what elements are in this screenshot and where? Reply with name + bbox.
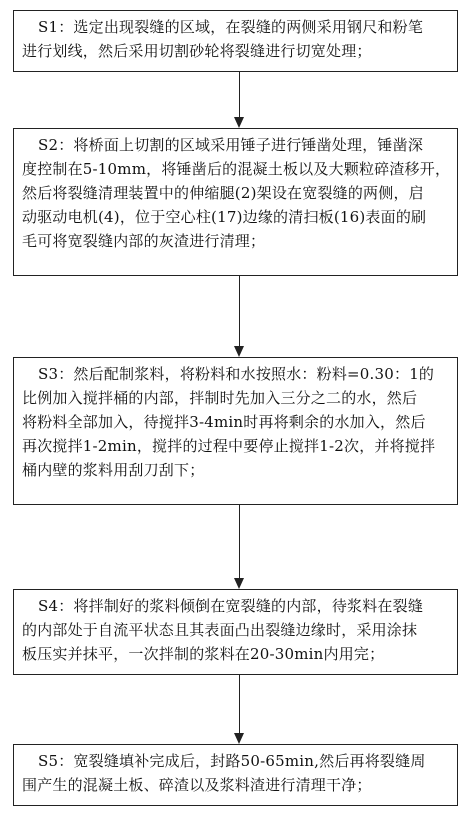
step-s4-line-3: 板压实并抹平，一次拌制的浆料在20-30min内用完； bbox=[22, 645, 385, 663]
step-s3-line-1: S3：然后配制浆料，将粉料和水按照水：粉料=0.30：1的 bbox=[38, 365, 435, 383]
arrow-s3-s4 bbox=[234, 505, 245, 589]
arrow-shaft bbox=[239, 675, 240, 734]
step-s4-box bbox=[13, 589, 458, 675]
step-s3-box bbox=[13, 357, 458, 505]
arrow-s1-s2 bbox=[234, 72, 245, 128]
arrow-shaft bbox=[239, 505, 240, 579]
step-s1-box bbox=[13, 10, 458, 72]
step-s5-line-1: S5：宽裂缝填补完成后，封路50-65min,然后再将裂缝周 bbox=[38, 752, 426, 770]
step-s4-line-1: S4：将拌制好的浆料倾倒在宽裂缝的内部，待浆料在裂缝 bbox=[38, 597, 424, 615]
step-s3-line-2: 比例加入搅拌桶的内部，拌制时先加入三分之二的水，然后 bbox=[22, 389, 418, 407]
step-s3-line-4: 再次搅拌1-2min，搅拌的过程中要停止搅拌1-2次，并将搅拌 bbox=[22, 437, 436, 455]
step-s2-box bbox=[13, 128, 458, 276]
step-s2-line-4: 动驱动电机(4)，位于空心柱(17)边缘的清扫板(16)表面的刷 bbox=[22, 208, 427, 226]
arrow-head bbox=[234, 578, 244, 589]
step-s5-line-2: 围产生的混凝土板、碎渣以及浆料渣进行清理干净； bbox=[22, 776, 372, 794]
arrow-head bbox=[234, 733, 244, 744]
arrow-shaft bbox=[239, 276, 240, 347]
step-s2-line-5: 毛可将宽裂缝内部的灰渣进行清理； bbox=[22, 232, 266, 250]
arrow-head bbox=[234, 346, 244, 357]
step-s4-line-2: 的内部处于自流平状态且其表面凸出裂缝边缘时，采用涂抹 bbox=[22, 621, 418, 639]
step-s2-line-1: S2：将桥面上切割的区域采用锤子进行锤凿处理，锤凿深 bbox=[38, 136, 424, 154]
arrow-head bbox=[234, 117, 244, 128]
step-s5-box bbox=[13, 744, 458, 806]
step-s3-line-3: 将粉料全部加入，待搅拌3-4min时再将剩余的水加入，然后 bbox=[22, 413, 426, 431]
step-s2-line-2: 度控制在5-10mm，将锤凿后的混凝土板以及大颗粒碎渣移开， bbox=[22, 160, 451, 178]
step-s2-line-3: 然后将裂缝清理装置中的伸缩腿(2)架设在宽裂缝的两侧，启 bbox=[22, 184, 424, 202]
arrow-s4-s5 bbox=[234, 675, 245, 744]
arrow-shaft bbox=[239, 72, 240, 118]
step-s1-line-2: 进行划线，然后采用切割砂轮将裂缝进行切宽处理； bbox=[22, 42, 372, 60]
step-s3-line-5: 桶内壁的浆料用刮刀刮下； bbox=[22, 461, 205, 479]
step-s1-line-1: S1：选定出现裂缝的区域，在裂缝的两侧采用钢尺和粉笔 bbox=[38, 18, 424, 36]
arrow-s2-s3 bbox=[234, 276, 245, 357]
